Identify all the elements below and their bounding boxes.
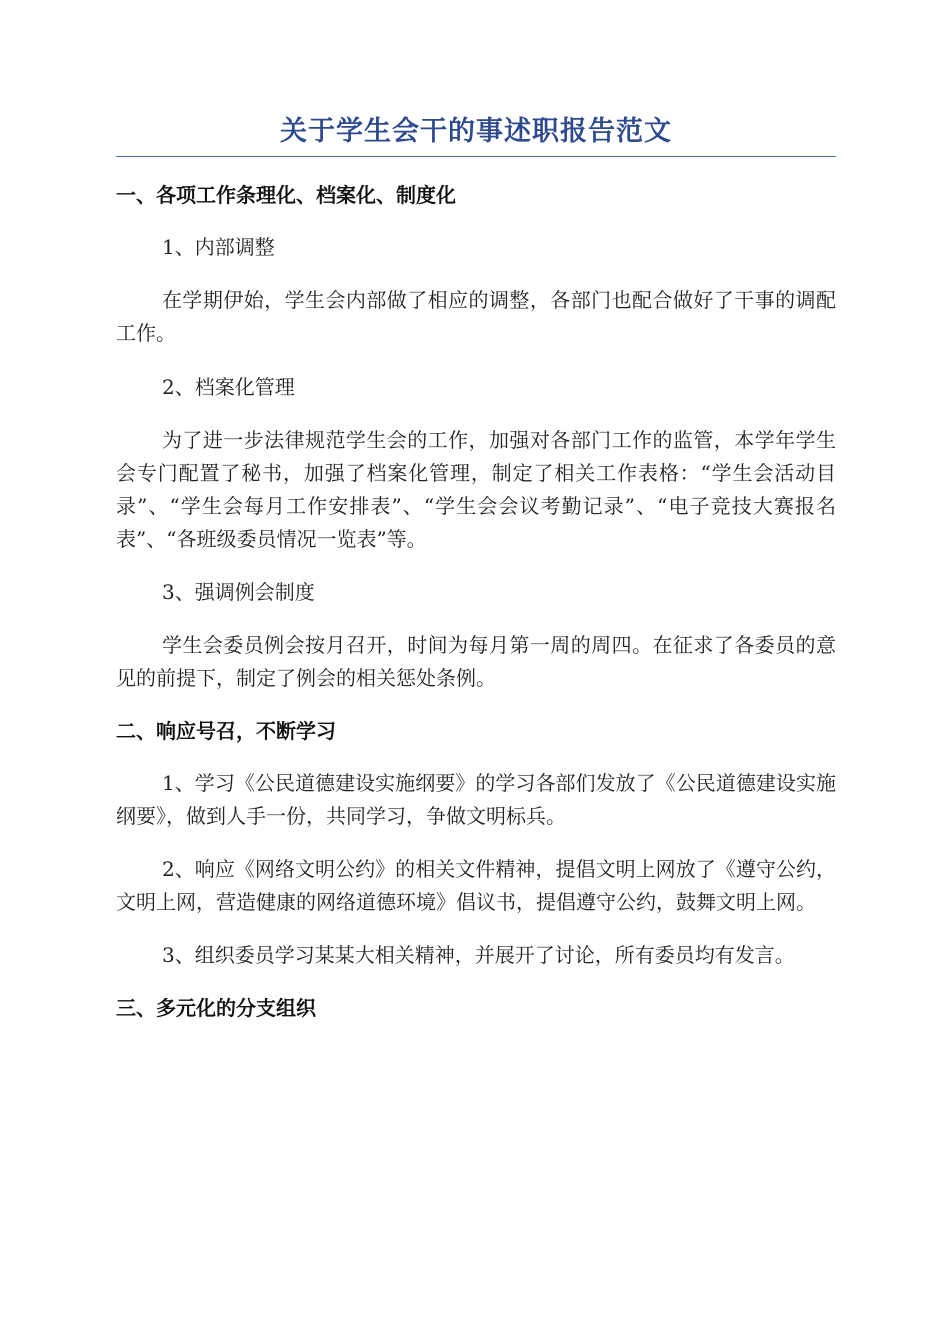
section-heading-3: 三、多元化的分支组织 <box>116 996 316 1020</box>
subsection-title-1-2: 2、档案化管理 <box>162 375 295 399</box>
paragraph-2-2: 2、响应《网络文明公约》的相关文件精神，提倡文明上网放了《遵守公约，文明上网，营造健康的网络道德环境》倡议书，提倡遵守公约，鼓舞文明上网。 <box>116 857 836 914</box>
document-page <box>116 112 836 1024</box>
section-heading-2: 二、响应号召，不断学习 <box>116 719 336 743</box>
paragraph-1-1: 在学期伊始，学生会内部做了相应的调整，各部门也配合做好了干事的调配工作。 <box>116 288 836 345</box>
paragraph-2-1: 1、学习《公民道德建设实施纲要》的学习各部们发放了《公民道德建设实施纲要》，做到人手一份，共同学习，争做文明标兵。 <box>116 771 836 828</box>
paragraph-2-3: 3、组织委员学习某某大相关精神，并展开了讨论，所有委员均有发言。 <box>162 943 795 967</box>
document-title: 关于学生会干的事述职报告范文 <box>116 112 836 157</box>
paragraph-1-2: 为了进一步法律规范学生会的工作，加强对各部门工作的监管，本学年学生会专门配置了秘书，加强了档案化管理，制定了相关工作表格：“学生会活动目录”、“学生会每月工作安排表”、“学生会会议考勤记录”、“电子竞技大赛报名表”、“各班级委员情况一览表”等。 <box>116 428 836 551</box>
paragraph-1-3: 学生会委员例会按月召开，时间为每月第一周的周四。在征求了各委员的意见的前提下，制定了例会的相关惩处条例。 <box>116 633 836 690</box>
section-heading-1: 一、各项工作条理化、档案化、制度化 <box>116 183 456 207</box>
subsection-title-1-3: 3、强调例会制度 <box>162 580 315 604</box>
subsection-title-1-1: 1、内部调整 <box>162 235 275 259</box>
